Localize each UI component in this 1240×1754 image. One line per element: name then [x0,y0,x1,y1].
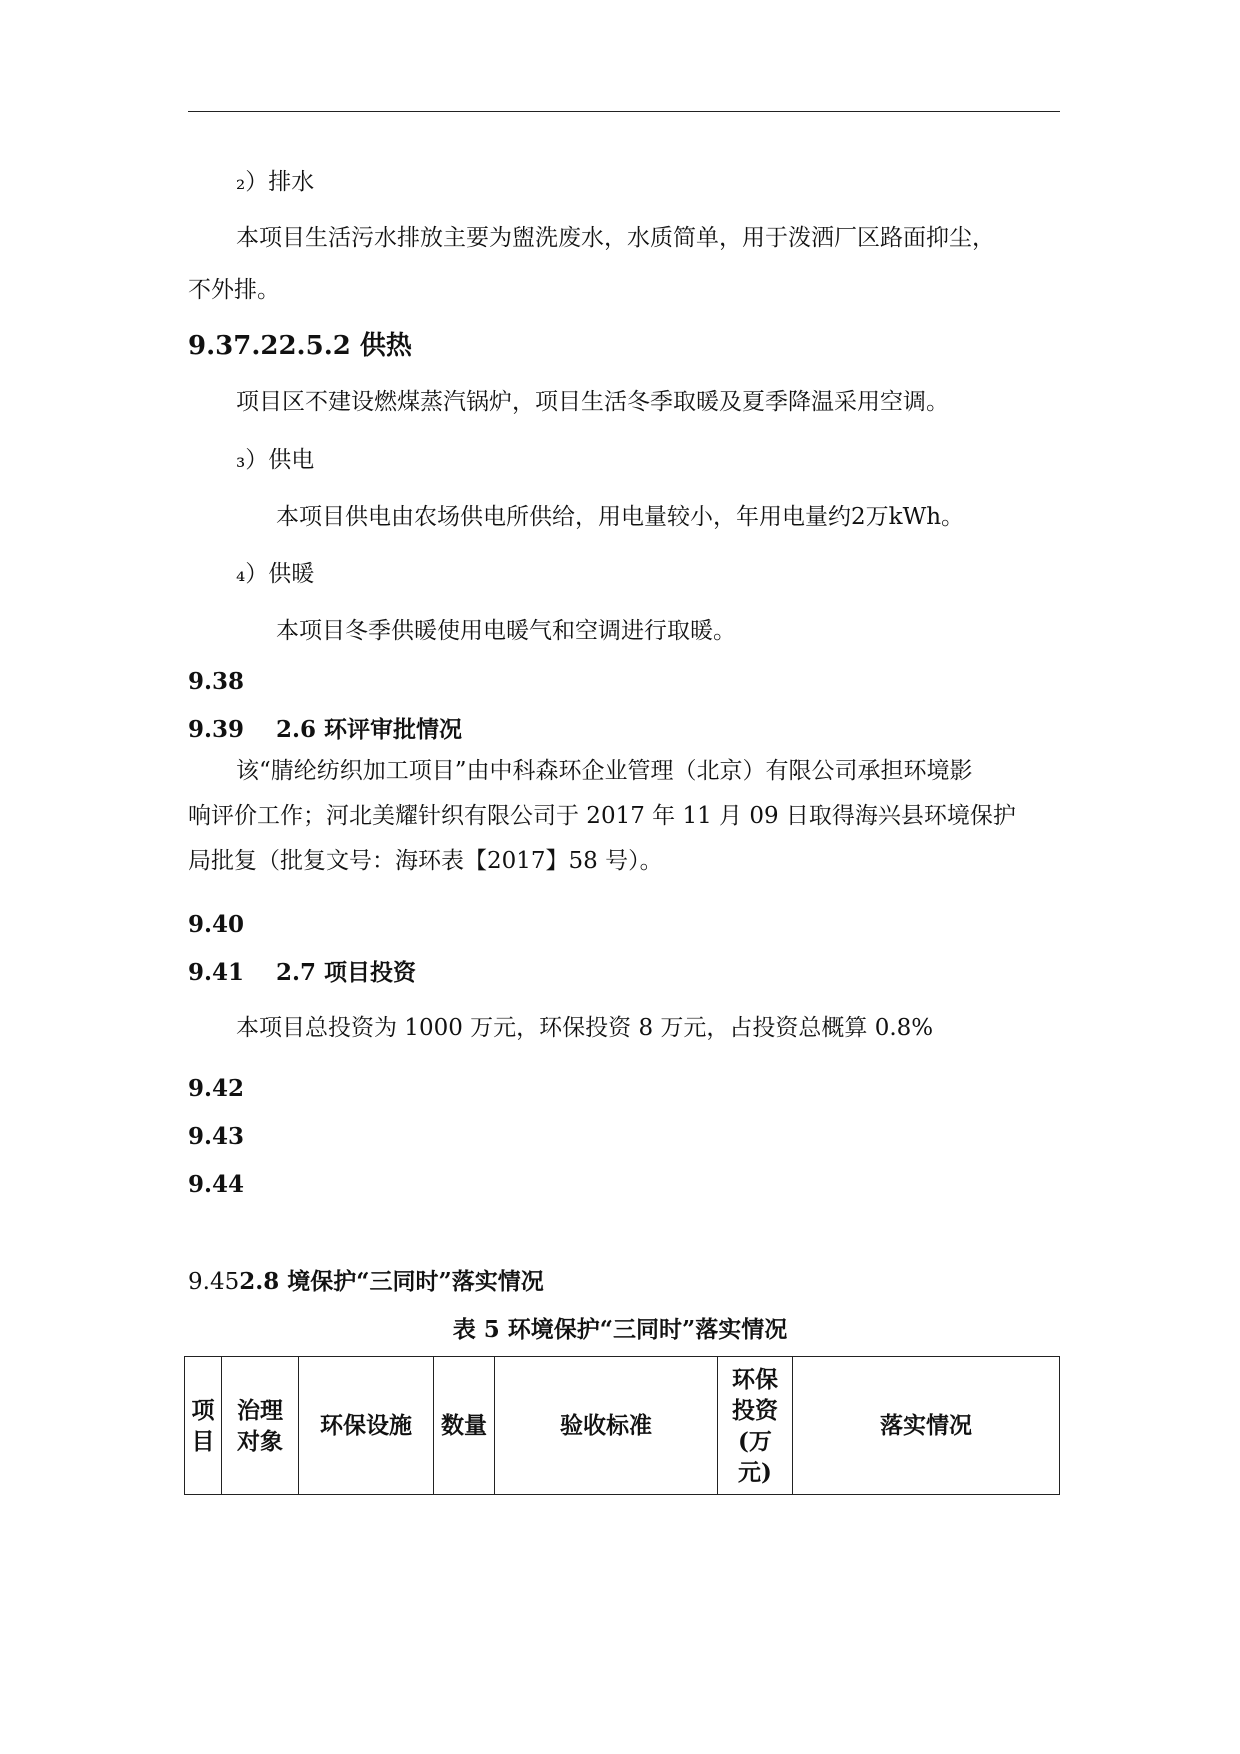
table-header-cell [793,1357,1060,1495]
eia-heading-number: 9.39 [188,716,245,743]
header-item: 项 目 [191,1396,215,1455]
table-caption: 表 5 环境保护“三同时”落实情况 [452,1316,788,1343]
table-header-cell [434,1357,495,1495]
table-header-cell [718,1357,793,1495]
drainage-body-line1: 本项目生活污水排放主要为盥洗废水，水质简单，用于泼洒厂区路面抑尘， [236,225,995,251]
eia-heading [188,715,462,745]
header-rule [188,111,1060,112]
heading-9-42: 9.42 [188,1075,245,1102]
header-investment: 环保 投资 (万 元) [732,1365,778,1486]
investment-heading-title: 2.7 项目投资 [276,959,417,986]
header-standard: 验收标准 [560,1412,652,1439]
investment-heading-number: 9.41 [188,959,245,986]
header-status: 落实情况 [880,1412,972,1439]
eia-body-line3: 局批复（批复文号：海环表【2017】58 号）。 [188,848,663,874]
eia-body-line1: 该“腈纶纺织加工项目”由中科森环企业管理（北京）有限公司承担环境影 [236,758,973,784]
header-facility: 环保设施 [320,1412,412,1439]
header-quantity: 数量 [441,1412,487,1439]
three-simultaneous-table [184,1356,1060,1495]
warming-heading: ₄）供暖 [236,561,315,587]
investment-heading [188,958,416,988]
header-target: 治理 对象 [237,1396,283,1455]
warming-body: 本项目冬季供暖使用电暖气和空调进行取暖。 [276,618,736,644]
table-header-cell [185,1357,222,1495]
heating-heading: 9.37.22.5.2 供热 [188,331,412,361]
heading-9-43: 9.43 [188,1123,245,1150]
table-header-cell [495,1357,718,1495]
heating-body: 项目区不建设燃煤蒸汽锅炉，项目生活冬季取暖及夏季降温采用空调。 [236,389,949,415]
eia-body-line2: 响评价工作；河北美耀针织有限公司于 2017 年 11 月 09 日取得海兴县环境保护 [188,803,1016,829]
investment-body: 本项目总投资为 1000 万元，环保投资 8 万元，占投资总概算 0.8% [236,1015,934,1041]
power-body: 本项目供电由农场供电所供给，用电量较小，年用电量约2万kWh。 [276,504,965,530]
heading-9-38: 9.38 [188,668,245,695]
three-simultaneous-title: 2.8 境保护“三同时”落实情况 [239,1268,544,1295]
table-header-row [185,1357,1060,1495]
heading-9-44: 9.44 [188,1171,245,1198]
table-header-cell [222,1357,299,1495]
table-header-cell [299,1357,434,1495]
drainage-body-line2: 不外排。 [188,277,280,303]
power-heading: ₃）供电 [236,447,315,473]
three-simultaneous-number: 9.45 [188,1269,240,1295]
drainage-heading: ₂）排水 [236,169,315,195]
heading-9-40: 9.40 [188,911,245,938]
eia-heading-title: 2.6 环评审批情况 [276,716,463,743]
three-simultaneous-heading [188,1267,544,1297]
